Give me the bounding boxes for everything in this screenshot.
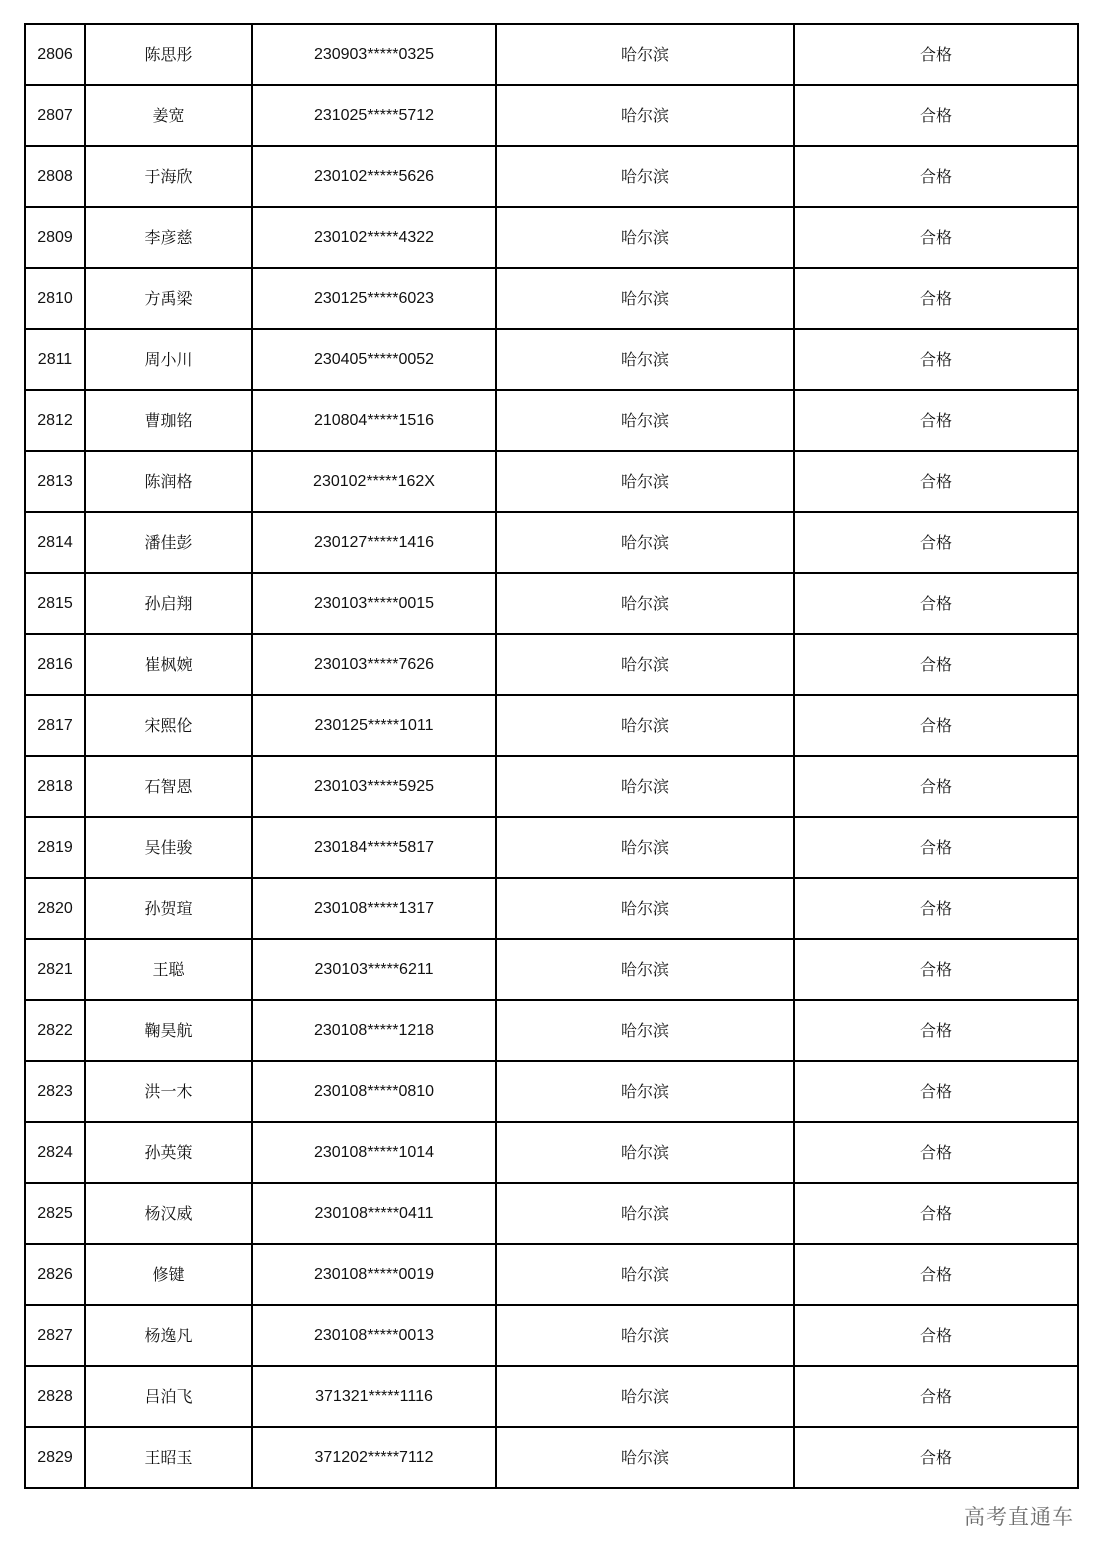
row-number-cell: 2816: [25, 634, 85, 695]
result-cell: 合格: [794, 390, 1078, 451]
row-number-cell: 2815: [25, 573, 85, 634]
city-cell: 哈尔滨: [496, 634, 794, 695]
row-number-cell: 2812: [25, 390, 85, 451]
row-number-cell: 2821: [25, 939, 85, 1000]
id-number-cell: 230108*****1014: [252, 1122, 496, 1183]
name-cell: 于海欣: [85, 146, 252, 207]
id-number-cell: 230102*****5626: [252, 146, 496, 207]
table-row: [25, 695, 1078, 756]
result-cell: 合格: [794, 512, 1078, 573]
name-cell: 石智恩: [85, 756, 252, 817]
result-cell: 合格: [794, 695, 1078, 756]
row-number-cell: 2810: [25, 268, 85, 329]
city-cell: 哈尔滨: [496, 756, 794, 817]
city-cell: 哈尔滨: [496, 695, 794, 756]
table-row: [25, 1305, 1078, 1366]
id-number-cell: 230103*****0015: [252, 573, 496, 634]
name-cell: 王昭玉: [85, 1427, 252, 1488]
id-number-cell: 231025*****5712: [252, 85, 496, 146]
city-cell: 哈尔滨: [496, 1000, 794, 1061]
name-cell: 宋熙伦: [85, 695, 252, 756]
city-cell: 哈尔滨: [496, 1366, 794, 1427]
name-cell: 孙英策: [85, 1122, 252, 1183]
name-cell: 孙启翔: [85, 573, 252, 634]
table-row: [25, 390, 1078, 451]
row-number-cell: 2827: [25, 1305, 85, 1366]
result-cell: 合格: [794, 939, 1078, 1000]
table-row: [25, 1427, 1078, 1488]
name-cell: 鞠昊航: [85, 1000, 252, 1061]
table-row: [25, 1183, 1078, 1244]
result-cell: 合格: [794, 146, 1078, 207]
result-cell: 合格: [794, 329, 1078, 390]
city-cell: 哈尔滨: [496, 1427, 794, 1488]
result-cell: 合格: [794, 1305, 1078, 1366]
name-cell: 潘佳彭: [85, 512, 252, 573]
city-cell: 哈尔滨: [496, 1183, 794, 1244]
table-row: [25, 817, 1078, 878]
table-row: [25, 1061, 1078, 1122]
id-number-cell: 230108*****0411: [252, 1183, 496, 1244]
row-number-cell: 2825: [25, 1183, 85, 1244]
name-cell: 李彦慈: [85, 207, 252, 268]
row-number-cell: 2824: [25, 1122, 85, 1183]
row-number-cell: 2806: [25, 24, 85, 85]
row-number-cell: 2826: [25, 1244, 85, 1305]
city-cell: 哈尔滨: [496, 268, 794, 329]
id-number-cell: 230103*****5925: [252, 756, 496, 817]
id-number-cell: 230108*****1218: [252, 1000, 496, 1061]
name-cell: 姜宽: [85, 85, 252, 146]
table-row: [25, 268, 1078, 329]
city-cell: 哈尔滨: [496, 512, 794, 573]
id-number-cell: 230127*****1416: [252, 512, 496, 573]
row-number-cell: 2811: [25, 329, 85, 390]
city-cell: 哈尔滨: [496, 1061, 794, 1122]
row-number-cell: 2814: [25, 512, 85, 573]
name-cell: 吴佳骏: [85, 817, 252, 878]
result-cell: 合格: [794, 1183, 1078, 1244]
city-cell: 哈尔滨: [496, 146, 794, 207]
row-number-cell: 2808: [25, 146, 85, 207]
result-cell: 合格: [794, 817, 1078, 878]
name-cell: 崔枫婉: [85, 634, 252, 695]
city-cell: 哈尔滨: [496, 85, 794, 146]
id-number-cell: 230102*****162X: [252, 451, 496, 512]
id-number-cell: 230108*****1317: [252, 878, 496, 939]
city-cell: 哈尔滨: [496, 573, 794, 634]
id-number-cell: 230108*****0019: [252, 1244, 496, 1305]
city-cell: 哈尔滨: [496, 451, 794, 512]
roster-table-body: [25, 24, 1078, 1488]
id-number-cell: 230103*****7626: [252, 634, 496, 695]
row-number-cell: 2807: [25, 85, 85, 146]
table-row: [25, 756, 1078, 817]
table-row: [25, 878, 1078, 939]
table-row: [25, 207, 1078, 268]
result-cell: 合格: [794, 1000, 1078, 1061]
id-number-cell: 230184*****5817: [252, 817, 496, 878]
name-cell: 曹珈铭: [85, 390, 252, 451]
id-number-cell: 230108*****0013: [252, 1305, 496, 1366]
name-cell: 孙贺瑄: [85, 878, 252, 939]
name-cell: 吕泊飞: [85, 1366, 252, 1427]
table-row: [25, 329, 1078, 390]
id-number-cell: 230405*****0052: [252, 329, 496, 390]
row-number-cell: 2819: [25, 817, 85, 878]
city-cell: 哈尔滨: [496, 878, 794, 939]
city-cell: 哈尔滨: [496, 329, 794, 390]
result-cell: 合格: [794, 1366, 1078, 1427]
result-cell: 合格: [794, 573, 1078, 634]
id-number-cell: 371321*****1116: [252, 1366, 496, 1427]
row-number-cell: 2809: [25, 207, 85, 268]
id-number-cell: 230108*****0810: [252, 1061, 496, 1122]
row-number-cell: 2817: [25, 695, 85, 756]
row-number-cell: 2828: [25, 1366, 85, 1427]
row-number-cell: 2813: [25, 451, 85, 512]
table-row: [25, 573, 1078, 634]
city-cell: 哈尔滨: [496, 24, 794, 85]
city-cell: 哈尔滨: [496, 817, 794, 878]
table-row: [25, 1244, 1078, 1305]
result-cell: 合格: [794, 634, 1078, 695]
city-cell: 哈尔滨: [496, 390, 794, 451]
table-row: [25, 1122, 1078, 1183]
name-cell: 杨逸凡: [85, 1305, 252, 1366]
id-number-cell: 230125*****6023: [252, 268, 496, 329]
roster-table: [24, 23, 1079, 1489]
city-cell: 哈尔滨: [496, 1244, 794, 1305]
result-cell: 合格: [794, 268, 1078, 329]
city-cell: 哈尔滨: [496, 207, 794, 268]
result-cell: 合格: [794, 24, 1078, 85]
row-number-cell: 2818: [25, 756, 85, 817]
row-number-cell: 2829: [25, 1427, 85, 1488]
row-number-cell: 2822: [25, 1000, 85, 1061]
name-cell: 陈思彤: [85, 24, 252, 85]
result-cell: 合格: [794, 1061, 1078, 1122]
result-cell: 合格: [794, 756, 1078, 817]
table-row: [25, 451, 1078, 512]
result-cell: 合格: [794, 85, 1078, 146]
name-cell: 方禹梁: [85, 268, 252, 329]
result-cell: 合格: [794, 1122, 1078, 1183]
id-number-cell: 230903*****0325: [252, 24, 496, 85]
table-row: [25, 512, 1078, 573]
result-cell: 合格: [794, 1244, 1078, 1305]
table-row: [25, 85, 1078, 146]
row-number-cell: 2820: [25, 878, 85, 939]
name-cell: 修键: [85, 1244, 252, 1305]
city-cell: 哈尔滨: [496, 939, 794, 1000]
id-number-cell: 371202*****7112: [252, 1427, 496, 1488]
city-cell: 哈尔滨: [496, 1305, 794, 1366]
city-cell: 哈尔滨: [496, 1122, 794, 1183]
name-cell: 周小川: [85, 329, 252, 390]
result-cell: 合格: [794, 1427, 1078, 1488]
result-cell: 合格: [794, 878, 1078, 939]
name-cell: 杨汉威: [85, 1183, 252, 1244]
name-cell: 王聪: [85, 939, 252, 1000]
table-row: [25, 1000, 1078, 1061]
table-row: [25, 939, 1078, 1000]
name-cell: 洪一木: [85, 1061, 252, 1122]
table-row: [25, 634, 1078, 695]
id-number-cell: 230102*****4322: [252, 207, 496, 268]
name-cell: 陈润格: [85, 451, 252, 512]
table-row: [25, 1366, 1078, 1427]
result-cell: 合格: [794, 207, 1078, 268]
id-number-cell: 230125*****1011: [252, 695, 496, 756]
row-number-cell: 2823: [25, 1061, 85, 1122]
watermark-text: 高考直通车: [964, 1505, 1074, 1529]
table-row: [25, 24, 1078, 85]
id-number-cell: 230103*****6211: [252, 939, 496, 1000]
result-cell: 合格: [794, 451, 1078, 512]
id-number-cell: 210804*****1516: [252, 390, 496, 451]
table-row: [25, 146, 1078, 207]
